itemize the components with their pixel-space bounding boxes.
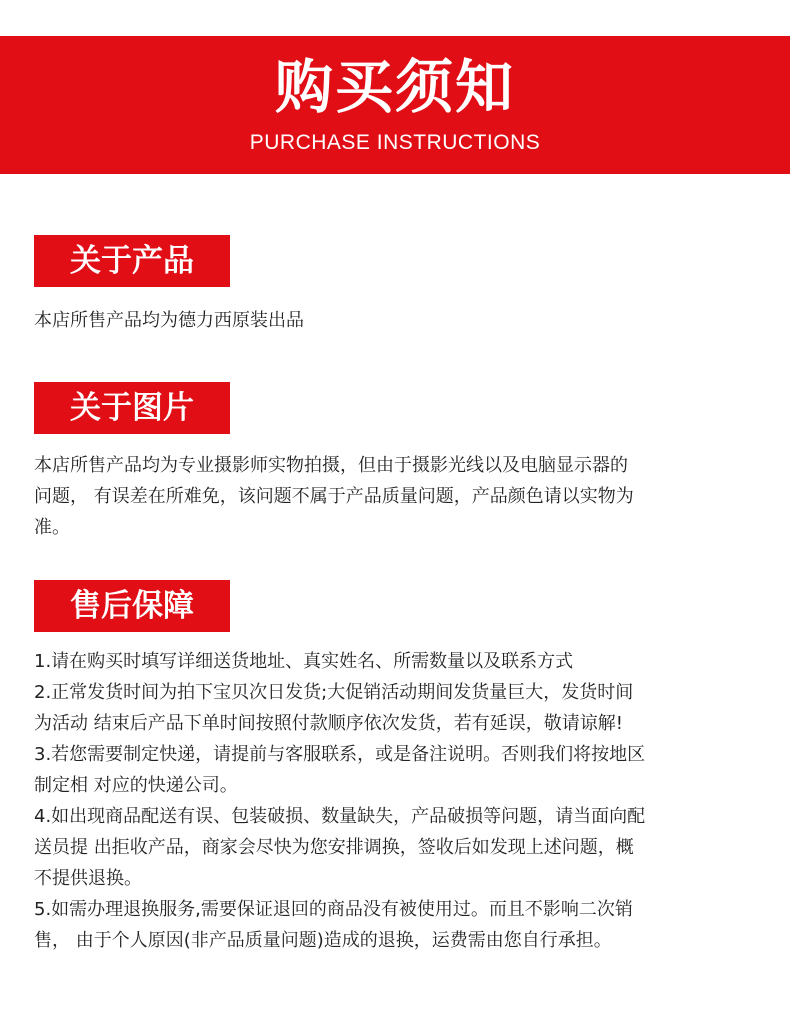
section-tag-images: 关于图片 [34,382,230,434]
text-line: 3.若您需要制定快递，请提前与客服联系，或是备注说明。否则我们将按地区 [34,744,646,765]
page-title: 购买须知 [274,53,515,121]
header-banner [0,36,790,174]
text-line: 为活动 结束后产品下单时间按照付款顺序依次发货，若有延误，敬请谅解! [34,713,623,734]
text-line: 问题， 有误差在所难免，该问题不属于产品质量问题，产品颜色请以实物为 [34,486,634,507]
text-line: 送员提 出拒收产品，商家会尽快为您安排调换，签收后如发现上述问题，概 [34,837,634,858]
page-subtitle: PURCHASE INSTRUCTIONS [249,131,541,154]
text-line: 2.正常发货时间为拍下宝贝次日发货;大促销活动期间发货量巨大，发货时间 [34,682,634,703]
text-line: 本店所售产品均为德力西原装出品 [34,310,304,331]
text-line: 4.如出现商品配送有误、包装破损、数量缺失，产品破损等问题，请当面向配 [34,806,646,827]
text-line: 本店所售产品均为专业摄影师实物拍摄，但由于摄影光线以及电脑显示器的 [34,455,628,476]
text-line: 制定相 对应的快递公司。 [34,775,238,796]
section-tag-product: 关于产品 [34,235,230,287]
text-line: 准。 [34,517,70,538]
text-line: 售， 由于个人原因(非产品质量问题)造成的退换，运费需由您自行承担。 [34,930,612,951]
text-line: 不提供退换。 [34,868,142,889]
text-line: 5.如需办理退换服务,需要保证退回的商品没有被使用过。而且不影响二次销 [34,899,633,920]
text-line: 1.请在购买时填写详细送货地址、真实姓名、所需数量以及联系方式 [34,651,574,672]
section-body-product [34,305,758,336]
section-body-images [34,450,758,543]
section-body-after-sales [34,646,758,956]
section-tag-after-sales: 售后保障 [34,580,230,632]
